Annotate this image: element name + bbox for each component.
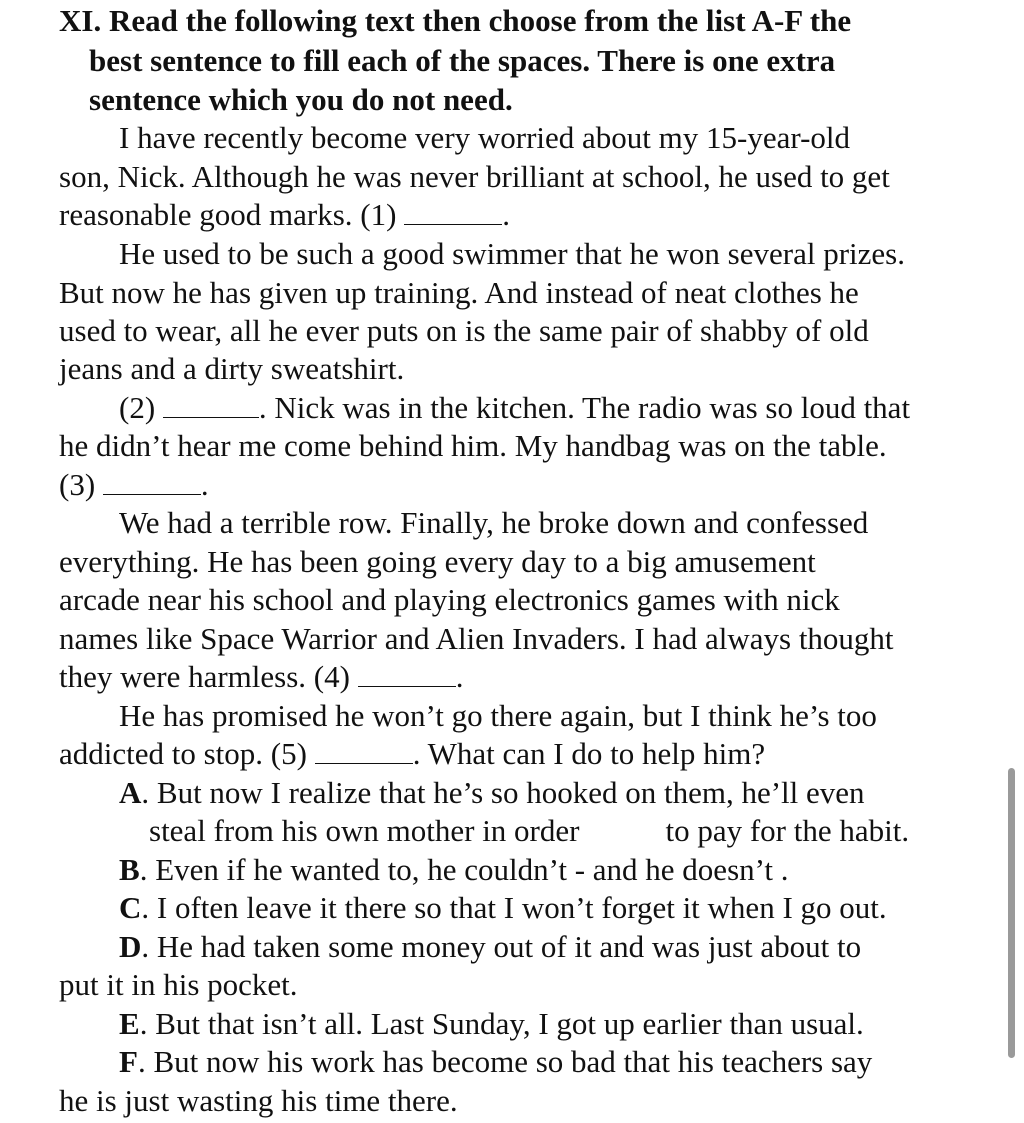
exercise-heading: XI. Read the following text then choose from the list A-F the [59,3,852,38]
passage-line [59,735,765,773]
passage-line: We had a terrible row. Finally, he broke down and confessed [119,505,869,540]
option-letter: E [119,1006,140,1041]
passage-line [59,658,463,696]
passage-line: He used to be such a good swimmer that he won several prizes. [119,236,905,271]
option-letter: B [119,852,140,887]
passage-line: names like Space Warrior and Alien Invaders. I had always thought [59,621,894,656]
exercise-heading-line-3: sentence which you do not need. [89,82,513,117]
passage-line [119,389,910,427]
option-text: . But now I realize that he’s so hooked on them, he’ll even [141,775,865,810]
passage-text: . [455,659,464,694]
blank-5 [315,736,413,764]
blank-2 [163,390,259,418]
option-d-continued: put it in his pocket. [59,967,298,1002]
option-a [119,774,865,812]
option-text: steal from his own mother in order [149,813,580,848]
passage-text: they were harmless. (4) [59,659,358,694]
option-text: to pay for the habit. [665,813,910,848]
option-letter: A [119,775,142,810]
option-text: . But that isn’t all. Last Sunday, I got up earlier than usual. [139,1006,864,1041]
passage-line: used to wear, all he ever puts on is the same pair of shabby of old [59,313,869,348]
option-letter: D [119,929,142,964]
option-text: . He had taken some money out of it and was just about to [141,929,862,964]
passage-line [59,196,510,234]
passage-text: (3) [59,467,103,502]
option-text: . I often leave it there so that I won’t forget it when I go out. [141,890,887,925]
passage-text: reasonable good marks. (1) [59,197,405,232]
passage-text: . Nick was in the kitchen. The radio was so loud that [258,390,911,425]
option-d [119,928,861,966]
option-c [119,889,887,927]
blank-3 [103,467,201,495]
passage-line: He has promised he won’t go there again, but I think he’s too [119,698,877,733]
blank-1 [404,197,502,225]
option-letter: F [119,1044,138,1079]
exercise-heading-line-2: best sentence to fill each of the spaces. There is one extra [89,43,836,78]
passage-line: I have recently become very worried about my 15-year-old [119,120,851,155]
passage-line: son, Nick. Although he was never brilliant at school, he used to get [59,159,890,194]
passage-text: . [200,467,209,502]
passage-text: (2) [119,390,163,425]
passage-line [59,466,209,504]
option-text: . But now his work has become so bad that his teachers say [137,1044,873,1079]
option-e [119,1005,864,1043]
passage-line: arcade near his school and playing electronics games with nick [59,582,840,617]
passage-line: jeans and a dirty sweatshirt. [59,351,405,386]
passage-line: everything. He has been going every day to a big amusement [59,544,816,579]
blank-4 [358,659,456,687]
option-f-continued: he is just wasting his time there. [59,1083,458,1118]
vertical-scrollbar[interactable] [1008,768,1015,1058]
option-letter: C [119,890,142,925]
option-text: . Even if he wanted to, he couldn’t - and he doesn’t . [139,852,789,887]
option-a-continued [149,812,909,850]
option-f [119,1043,872,1081]
passage-line: he didn’t hear me come behind him. My handbag was on the table. [59,428,887,463]
passage-line: But now he has given up training. And instead of neat clothes he [59,275,859,310]
passage-text: . [502,197,510,232]
passage-text: . What can I do to help him? [412,736,766,771]
passage-text: addicted to stop. (5) [59,736,315,771]
option-b [119,851,789,889]
